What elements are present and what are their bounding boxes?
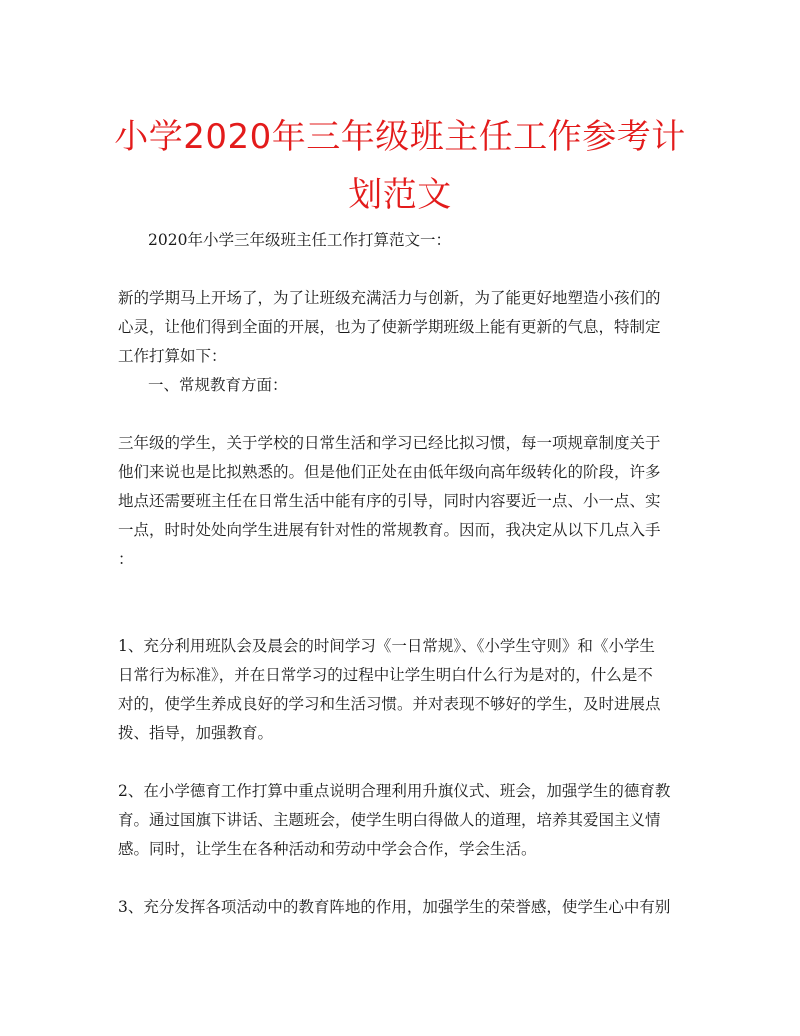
- paragraph-opening: 新的学期马上开场了，为了让班级充满活力与创新，为了能更好地塑造小孩们的 心灵，让他们得到全面的开展，也为了使新学期班级上能有更新的气息，特制定 工作打算如下：: [118, 289, 661, 365]
- paragraph-routine-education: 三年级的学生，关于学校的日常生活和学习已经比拟习惯，每一项规章制度关于 他们来说也是比拟熟悉的。但是他们正处在由低年级向高年级转化的阶段，许多 地点还需要班主任在日常生活中能有序的引导，同时内容要近一点、小一点、实 一点，时时处处向学生进展有针对性的常规教育。因而，我决定从以下几点入手 ：: [118, 434, 661, 568]
- section-heading-routine-education: 一、常规教育方面：: [148, 376, 288, 394]
- list-item-2: 2、在小学德育工作打算中重点说明合理利用升旗仪式、班会，加强学生的德育教 育。通过国旗下讲话、主题班会，使学生明白得做人的道理，培养其爱国主义情 感。同时，让学生在各种活动和劳动中学会合作，学会生活。: [118, 782, 671, 858]
- list-item-3: 3、充分发挥各项活动中的教育阵地的作用，加强学生的荣誉感，使学生心中有别: [118, 898, 671, 916]
- document-title: 小学2020年三年级班主任工作参考计划范文: [114, 117, 686, 215]
- intro-line: 2020年小学三年级班主任工作打算范文一：: [148, 231, 451, 249]
- list-item-1: 1、充分利用班队会及晨会的时间学习《一日常规》、《小学生守则》和《小学生 日常行为标准》，并在日常学习的过程中让学生明白什么行为是对的，什么是不 对的，使学生养成良好的学习和生活习惯。并对表现不够好的学生，及时进展点 拨、指导，加强教育。: [118, 637, 661, 742]
